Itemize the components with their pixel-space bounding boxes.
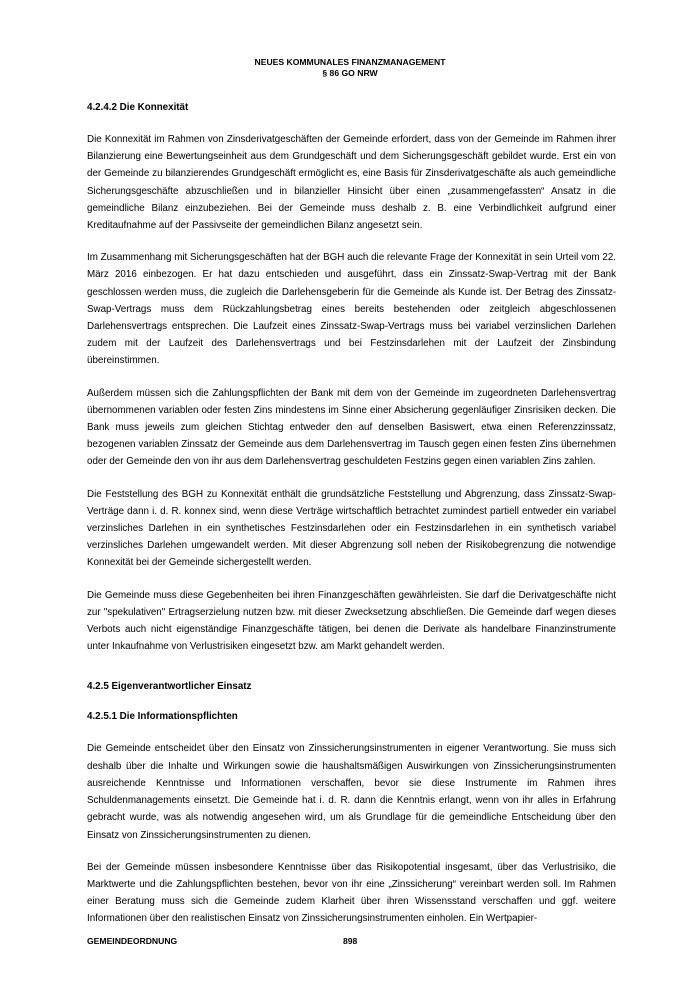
header-title: NEUES KOMMUNALES FINANZMANAGEMENT: [254, 57, 446, 67]
section-heading-eigenverantwortlicher-einsatz: 4.2.5 Eigenverantwortlicher Einsatz: [87, 681, 252, 693]
paragraph: Bei der Gemeinde müssen insbesondere Kenntnisse über das Risikopotential insgesamt, über das Verlustrisiko, die Marktwerte und die Zahlungspflichten bestehen, bevor von ihr eine „Zinssicherung“ vereinbart werden soll. Im Rahmen einer Beratung muss sich die Gemeinde zudem Klarheit über ihren Wissensstand verschaffen und ggf. weitere Informationen über den realistischen Einsatz von Zinssicherungsinstrumenten einholen. Ein Wertpapier-: [87, 861, 616, 925]
paragraph: Im Zusammenhang mit Sicherungsgeschäften hat der BGH auch die relevante Frage der Konnexität in sein Urteil vom 22. März 2016 einbezogen. Er hat dazu entschieden und ausgeführt, dass ein Zinssatz-Swap-Vertrag mit der Bank geschlossen werden muss, die zugleich die Darlehensgeberin für die Gemeinde als Kunde ist. Der Betrag des Zinssatz-Swap-Vertrags muss dem Rückzahlungsbetrag eines bereits bestehenden oder zeitgleich abgeschlossenen Darlehensvertrags entsprechen. Die Laufzeit eines Zinssatz-Swap-Vertrags muss bei variabel verzinslichen Darlehen zudem mit der Laufzeit des Darlehensvertrags und bei Festzinsdarlehen mit der Laufzeit der Zinsbindung übereinstimmen.: [87, 252, 616, 367]
section-heading-informationspflichten: 4.2.5.1 Die Informationspflichten: [87, 711, 238, 723]
section-spacer: [87, 670, 616, 680]
paragraph: Die Feststellung des BGH zu Konnexität enthält die grundsätzliche Feststellung und Abgrenzung, dass Zinssatz-Swap-Verträge dann i. d. R. konnex sind, wenn diese Verträge wirtschaftlich betrachtet zumindest partiell entweder ein variabel verzinsliches Darlehen in ein synthetisches Festzinsdarlehen oder ein Festzinsdarlehen in ein synthetisch variabel verzinsliches Darlehen umgewandelt werden. Mit dieser Abgrenzung soll neben der Risikobegrenzung die notwendige Konnexität bei der Gemeinde sichergestellt werden.: [87, 488, 616, 569]
header-subtitle: § 86 GO NRW: [322, 67, 378, 78]
section-heading-konnexitaet: 4.2.4.2 Die Konnexität: [87, 102, 189, 113]
running-header: [0, 57, 700, 78]
paragraph: Die Konnexität im Rahmen von Zinsderivatgeschäften der Gemeinde erfordert, dass von der Gemeinde im Rahmen ihrer Bilanzierung eine Bewertungseinheit aus dem Grundgeschäft und dem Sicherungsgeschäft gebildet wurde. Erst ein von der Gemeinde zu bilanzierendes Grundgeschäft ermöglicht es, eine Basis für Zinsderivatgeschäfte als auch gemeindliche Sicherungsgeschäfte abzuschließen und in bilanzieller Hinsicht über einen „zusammengefassten“ Ansatz in die gemeindliche Bilanz einzubeziehen. Bei der Gemeinde muss deshalb z. B. eine Verbindlichkeit aufgrund einer Kreditaufnahme auf der Passivseite der gemeindlichen Bilanz angesetzt sein.: [87, 134, 616, 232]
document-body: [87, 101, 616, 943]
paragraph: Die Gemeinde muss diese Gegebenheiten bei ihren Finanzgeschäften gewährleisten. Sie darf die Derivatgeschäfte nicht zur "spekulativen" Ertragserzielung nutzen bzw. mit dieser Zwecksetzung abschließen. Die Gemeinde darf wegen dieses Verbots auch nicht eigenständige Finanzgeschäfte tätigen, bei denen die Derivate als handelbare Finanzinstrumente unter Inkaufnahme von Verlustrisiken eingesetzt bzw. am Markt gehandelt werden.: [87, 589, 616, 653]
paragraph: Außerdem müssen sich die Zahlungspflichten der Bank mit dem von der Gemeinde im zugeordneten Darlehensvertrag übernommenen variablen oder festen Zins mindestens im Sinne einer Absicherung gegenläufiger Zinsrisiken decken. Die Bank muss jeweils zum gleichen Stichtag entweder den auf denselben Basiswert, etwa einen Referenzzinssatz, bezogenen variablen Zinssatz der Gemeinde aus dem Darlehensvertrag im Tausch gegen einen festen Zins übernehmen oder der Gemeinde den von ihr aus dem Darlehensvertrag geschuldeten Festzins gegen einen variablen Zins zahlen.: [87, 387, 616, 468]
paragraph: Die Gemeinde entscheidet über den Einsatz von Zinssicherungsinstrumenten in eigener Verantwortung. Sie muss sich deshalb über die Inhalte und Wirkungen sowie die haushaltsmäßigen Auswirkungen von Zinssicherungsinstrumenten ausreichende Kenntnisse und Informationen verschaffen, bevor sie diese Instrumente im Rahmen ihres Schuldenmanagements einsetzt. Die Gemeinde hat i. d. R. dann die Kenntnis erlangt, wenn von ihr alles in Erfahrung gebracht wurde, was als notwendig angesehen wird, um als Grundlage für die gemeindliche Entscheidung über den Einsatz von Zinssicherungsinstrumenten zu dienen.: [87, 743, 616, 841]
footer-document-title: GEMEINDEORDNUNG: [87, 936, 178, 946]
page-number: 898: [343, 936, 358, 946]
